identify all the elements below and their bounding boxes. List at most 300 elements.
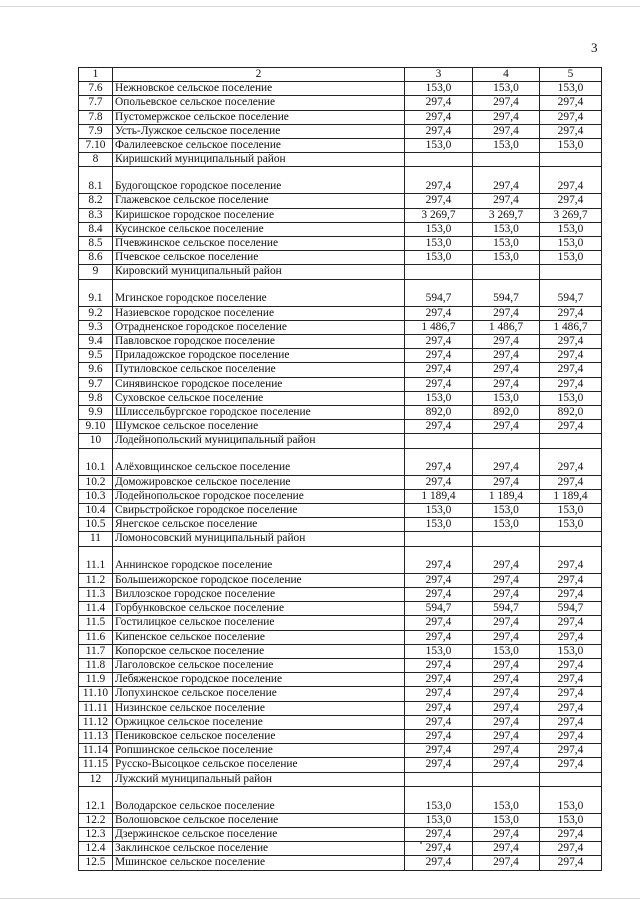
row-name: Заклинское сельское поселение [113, 842, 405, 856]
header-col-3: 3 [405, 68, 473, 82]
table-row [79, 687, 602, 701]
row-value-3: 153,0 [405, 251, 473, 265]
row-value-3: 297,4 [405, 715, 473, 729]
row-name: Приладожское городское поселение [113, 349, 405, 363]
row-value-3 [405, 434, 473, 448]
row-value-5: 594,7 [540, 602, 602, 616]
row-value-4: 297,4 [473, 842, 540, 856]
row-value-4: 297,4 [473, 758, 540, 772]
row-name: Усть-Лужское сельское поселение [113, 124, 405, 138]
row-number: 8 [79, 153, 113, 167]
row-value-5 [540, 434, 602, 448]
row-name: Отрадненское городское поселение [113, 320, 405, 334]
row-value-3: 892,0 [405, 406, 473, 420]
row-number: 9.9 [79, 406, 113, 420]
table-row [79, 616, 602, 630]
row-name: Пениковское сельское поселение [113, 729, 405, 743]
row-number: 8.4 [79, 222, 113, 236]
row-value-3: 297,4 [405, 167, 473, 194]
row-value-5: 297,4 [540, 630, 602, 644]
row-name: Волошовское сельское поселение [113, 813, 405, 827]
table-row [79, 587, 602, 601]
row-number: 11.9 [79, 673, 113, 687]
row-value-3: 297,4 [405, 306, 473, 320]
row-value-4: 297,4 [473, 715, 540, 729]
group-row [79, 532, 602, 546]
row-name: Киришское городское поселение [113, 208, 405, 222]
table-row [79, 758, 602, 772]
row-number: 8.1 [79, 167, 113, 194]
row-value-3: 297,4 [405, 701, 473, 715]
row-value-3: 594,7 [405, 602, 473, 616]
group-row [79, 265, 602, 279]
row-number: 7.9 [79, 124, 113, 138]
row-name: Ропшинское сельское поселение [113, 744, 405, 758]
row-value-5: 153,0 [540, 82, 602, 96]
row-value-4: 153,0 [473, 251, 540, 265]
row-value-3: 297,4 [405, 687, 473, 701]
table-row [79, 237, 602, 251]
row-value-3 [405, 153, 473, 167]
table-row [79, 279, 602, 306]
row-name: Лебяженское городское поселение [113, 673, 405, 687]
row-value-5: 153,0 [540, 786, 602, 813]
row-value-4: 297,4 [473, 194, 540, 208]
row-value-4: 297,4 [473, 729, 540, 743]
row-number: 12.2 [79, 813, 113, 827]
row-value-3: 297,4 [405, 335, 473, 349]
row-number: 10.2 [79, 475, 113, 489]
row-value-4: 153,0 [473, 644, 540, 658]
group-row [79, 153, 602, 167]
table-row [79, 630, 602, 644]
row-value-5: 297,4 [540, 110, 602, 124]
row-number: 7.10 [79, 139, 113, 153]
row-value-5: 297,4 [540, 701, 602, 715]
row-value-5: 297,4 [540, 124, 602, 138]
row-value-3 [405, 772, 473, 786]
row-value-3: 297,4 [405, 96, 473, 110]
row-name: Горбунковское сельское поселение [113, 602, 405, 616]
row-value-3: 297,4 [405, 729, 473, 743]
row-value-5: 297,4 [540, 546, 602, 573]
row-name: Аннинское городское поселение [113, 546, 405, 573]
table-row [79, 363, 602, 377]
row-value-4 [473, 153, 540, 167]
table-row [79, 96, 602, 110]
row-value-5: 892,0 [540, 406, 602, 420]
row-name: Шлиссельбургское городское поселение [113, 406, 405, 420]
row-number: 8.3 [79, 208, 113, 222]
row-value-4: 297,4 [473, 377, 540, 391]
row-value-3: 153,0 [405, 786, 473, 813]
row-name: Ломоносовский муниципальный район [113, 532, 405, 546]
row-value-3: 297,4 [405, 363, 473, 377]
table-row [79, 194, 602, 208]
row-value-4: 297,4 [473, 167, 540, 194]
row-value-5: 297,4 [540, 587, 602, 601]
row-value-5: 297,4 [540, 856, 602, 870]
row-value-5: 297,4 [540, 96, 602, 110]
table-row [79, 377, 602, 391]
row-value-4: 297,4 [473, 546, 540, 573]
table-row [79, 827, 602, 841]
row-value-3: 297,4 [405, 587, 473, 601]
row-value-5: 153,0 [540, 251, 602, 265]
row-value-3: 1 189,4 [405, 489, 473, 503]
row-name: Фалилеевское сельское поселение [113, 139, 405, 153]
table-row [79, 420, 602, 434]
row-value-5: 297,4 [540, 687, 602, 701]
row-name: Кусинское сельское поселение [113, 222, 405, 236]
row-value-4: 892,0 [473, 406, 540, 420]
row-value-3: 153,0 [405, 139, 473, 153]
row-value-5: 1 486,7 [540, 320, 602, 334]
row-number: 11.8 [79, 658, 113, 672]
bottom-edge-line [0, 898, 640, 899]
table-row [79, 602, 602, 616]
table-row [79, 124, 602, 138]
row-value-3 [405, 265, 473, 279]
row-value-3: 297,4 [405, 842, 473, 856]
row-value-5: 297,4 [540, 673, 602, 687]
row-number: 11.7 [79, 644, 113, 658]
row-name: Назиевское городское поселение [113, 306, 405, 320]
row-number: 11.4 [79, 602, 113, 616]
row-name: Лаголовское сельское поселение [113, 658, 405, 672]
row-name: Кировский муниципальный район [113, 265, 405, 279]
row-value-5: 1 189,4 [540, 489, 602, 503]
table-row [79, 489, 602, 503]
page-number: 3 [591, 40, 598, 55]
row-value-3: 3 269,7 [405, 208, 473, 222]
row-value-3: 297,4 [405, 349, 473, 363]
row-name: Свирьстройское городское поселение [113, 504, 405, 518]
row-name: Копорское сельское поселение [113, 644, 405, 658]
row-value-4: 297,4 [473, 658, 540, 672]
row-number: 12 [79, 772, 113, 786]
row-value-4: 297,4 [473, 306, 540, 320]
row-value-4: 297,4 [473, 701, 540, 715]
row-name: Мшинское сельское поселение [113, 856, 405, 870]
table-row [79, 729, 602, 743]
allocation-table [78, 67, 602, 871]
row-value-3: 297,4 [405, 744, 473, 758]
table-row [79, 222, 602, 236]
row-value-3: 153,0 [405, 813, 473, 827]
row-value-5: 153,0 [540, 504, 602, 518]
table-row [79, 475, 602, 489]
header-col-4: 4 [473, 68, 540, 82]
row-value-3: 153,0 [405, 391, 473, 405]
row-value-5: 153,0 [540, 139, 602, 153]
row-value-4: 297,4 [473, 616, 540, 630]
row-number: 11.12 [79, 715, 113, 729]
row-number: 9.8 [79, 391, 113, 405]
row-value-4: 297,4 [473, 335, 540, 349]
row-value-5: 153,0 [540, 813, 602, 827]
row-value-5: 297,4 [540, 194, 602, 208]
row-number: 11.3 [79, 587, 113, 601]
row-number: 9 [79, 265, 113, 279]
row-value-5: 297,4 [540, 349, 602, 363]
row-value-5 [540, 265, 602, 279]
row-name: Виллозское городское поселение [113, 587, 405, 601]
row-value-5: 297,4 [540, 658, 602, 672]
row-name: Глажевское сельское поселение [113, 194, 405, 208]
row-value-3: 297,4 [405, 448, 473, 475]
row-value-3: 297,4 [405, 124, 473, 138]
row-number: 11.11 [79, 701, 113, 715]
row-name: Будогощское городское поселение [113, 167, 405, 194]
table-row [79, 856, 602, 870]
row-value-4: 297,4 [473, 573, 540, 587]
row-value-3: 297,4 [405, 573, 473, 587]
group-row [79, 772, 602, 786]
table-row [79, 546, 602, 573]
row-value-3: 297,4 [405, 546, 473, 573]
row-value-3: 297,4 [405, 194, 473, 208]
row-name: Гостилицкое сельское поселение [113, 616, 405, 630]
row-value-5 [540, 772, 602, 786]
row-number: 9.3 [79, 320, 113, 334]
row-value-4 [473, 434, 540, 448]
row-value-5: 297,4 [540, 475, 602, 489]
row-name: Опольевское сельское поселение [113, 96, 405, 110]
row-value-5: 297,4 [540, 335, 602, 349]
row-value-3: 297,4 [405, 758, 473, 772]
row-name: Синявинское городское поселение [113, 377, 405, 391]
row-number: 8.6 [79, 251, 113, 265]
row-number: 8.5 [79, 237, 113, 251]
row-name: Лодейнопольский муниципальный район [113, 434, 405, 448]
table-row [79, 349, 602, 363]
table-row [79, 504, 602, 518]
table-row [79, 406, 602, 420]
row-number: 10 [79, 434, 113, 448]
row-value-3: 297,4 [405, 475, 473, 489]
row-value-3: 297,4 [405, 856, 473, 870]
row-value-4: 297,4 [473, 744, 540, 758]
row-value-4: 153,0 [473, 222, 540, 236]
row-number: 9.1 [79, 279, 113, 306]
row-value-5: 297,4 [540, 167, 602, 194]
row-name: Пчевское сельское поселение [113, 251, 405, 265]
row-value-4: 297,4 [473, 475, 540, 489]
row-value-4: 297,4 [473, 96, 540, 110]
table-row [79, 391, 602, 405]
row-name: Павловское городское поселение [113, 335, 405, 349]
row-value-5: 297,4 [540, 715, 602, 729]
row-name: Путиловское сельское поселение [113, 363, 405, 377]
row-value-5: 297,4 [540, 616, 602, 630]
row-number: 7.6 [79, 82, 113, 96]
row-value-5: 297,4 [540, 420, 602, 434]
row-number: 10.4 [79, 504, 113, 518]
row-number: 9.10 [79, 420, 113, 434]
row-value-5: 153,0 [540, 518, 602, 532]
row-value-4: 297,4 [473, 420, 540, 434]
row-name: Суховское сельское поселение [113, 391, 405, 405]
row-number: 11.10 [79, 687, 113, 701]
row-name: Лопухинское сельское поселение [113, 687, 405, 701]
row-name: Оржицкое сельское поселение [113, 715, 405, 729]
row-name: Русско-Высоцкое сельское поселение [113, 758, 405, 772]
table-row [79, 208, 602, 222]
row-value-3: 153,0 [405, 504, 473, 518]
row-value-5: 297,4 [540, 842, 602, 856]
row-number: 10.5 [79, 518, 113, 532]
row-value-4 [473, 532, 540, 546]
row-number: 11.6 [79, 630, 113, 644]
row-value-4: 297,4 [473, 687, 540, 701]
row-value-5: 3 269,7 [540, 208, 602, 222]
row-number: 7.7 [79, 96, 113, 110]
row-value-3: 153,0 [405, 644, 473, 658]
row-number: 11.5 [79, 616, 113, 630]
table-row [79, 744, 602, 758]
row-value-3: 297,4 [405, 377, 473, 391]
row-number: 9.5 [79, 349, 113, 363]
row-name: Володарское сельское поселение [113, 786, 405, 813]
row-value-4: 153,0 [473, 391, 540, 405]
row-name: Большеижорское городское поселение [113, 573, 405, 587]
table-row [79, 658, 602, 672]
table-header-row [79, 68, 602, 82]
row-number: 11.1 [79, 546, 113, 573]
row-value-3: 297,4 [405, 673, 473, 687]
row-number: 11.15 [79, 758, 113, 772]
scan-speck [420, 842, 422, 844]
row-value-5: 297,4 [540, 827, 602, 841]
row-value-4: 1 189,4 [473, 489, 540, 503]
header-col-1: 1 [79, 68, 113, 82]
table-row [79, 251, 602, 265]
row-number: 8.2 [79, 194, 113, 208]
row-name: Дзержинское сельское поселение [113, 827, 405, 841]
row-number: 9.7 [79, 377, 113, 391]
table-row [79, 573, 602, 587]
row-value-5: 297,4 [540, 744, 602, 758]
row-value-3: 153,0 [405, 237, 473, 251]
row-value-5: 297,4 [540, 306, 602, 320]
row-value-4: 153,0 [473, 813, 540, 827]
row-value-4: 297,4 [473, 349, 540, 363]
row-name: Нежновское сельское поселение [113, 82, 405, 96]
table-row [79, 110, 602, 124]
row-number: 11.2 [79, 573, 113, 587]
row-value-4: 153,0 [473, 518, 540, 532]
group-row [79, 434, 602, 448]
row-value-4: 153,0 [473, 786, 540, 813]
table-row [79, 715, 602, 729]
table-row [79, 813, 602, 827]
row-name: Пчевжинское сельское поселение [113, 237, 405, 251]
table-row [79, 644, 602, 658]
row-value-5: 297,4 [540, 729, 602, 743]
row-value-5 [540, 532, 602, 546]
row-value-4: 297,4 [473, 124, 540, 138]
row-name: Янегское сельское поселение [113, 518, 405, 532]
row-value-5: 297,4 [540, 363, 602, 377]
table-row [79, 842, 602, 856]
table-row [79, 786, 602, 813]
table-row [79, 320, 602, 334]
row-value-4: 1 486,7 [473, 320, 540, 334]
row-name: Алёховщинское сельское поселение [113, 448, 405, 475]
row-value-5: 153,0 [540, 644, 602, 658]
row-number: 11.13 [79, 729, 113, 743]
row-number: 10.3 [79, 489, 113, 503]
row-value-5: 297,4 [540, 448, 602, 475]
row-value-4: 297,4 [473, 827, 540, 841]
row-value-4: 297,4 [473, 110, 540, 124]
row-number: 7.8 [79, 110, 113, 124]
row-value-3: 153,0 [405, 222, 473, 236]
row-value-4: 153,0 [473, 504, 540, 518]
table-row [79, 701, 602, 715]
row-name: Мгинское городское поселение [113, 279, 405, 306]
row-value-5: 153,0 [540, 391, 602, 405]
row-value-4 [473, 772, 540, 786]
row-value-3: 153,0 [405, 82, 473, 96]
table-row [79, 167, 602, 194]
row-value-4: 153,0 [473, 82, 540, 96]
row-value-3: 297,4 [405, 658, 473, 672]
row-name: Лодейнопольское городское поселение [113, 489, 405, 503]
row-value-4: 3 269,7 [473, 208, 540, 222]
row-number: 12.1 [79, 786, 113, 813]
row-number: 12.3 [79, 827, 113, 841]
row-name: Доможировское сельское поселение [113, 475, 405, 489]
row-name: Лужский муниципальный район [113, 772, 405, 786]
row-value-4: 594,7 [473, 279, 540, 306]
row-name: Шумское сельское поселение [113, 420, 405, 434]
row-value-4: 297,4 [473, 587, 540, 601]
row-number: 9.4 [79, 335, 113, 349]
row-number: 11 [79, 532, 113, 546]
row-value-4 [473, 265, 540, 279]
table-row [79, 139, 602, 153]
row-value-5: 153,0 [540, 222, 602, 236]
row-value-4: 153,0 [473, 139, 540, 153]
header-col-5: 5 [540, 68, 602, 82]
row-value-3: 297,4 [405, 616, 473, 630]
row-value-5: 594,7 [540, 279, 602, 306]
row-value-3: 297,4 [405, 420, 473, 434]
header-col-2: 2 [113, 68, 405, 82]
row-value-3: 153,0 [405, 518, 473, 532]
top-edge-line [0, 6, 640, 7]
row-value-3: 297,4 [405, 827, 473, 841]
table-row [79, 518, 602, 532]
row-number: 9.2 [79, 306, 113, 320]
row-value-3: 1 486,7 [405, 320, 473, 334]
row-value-3 [405, 532, 473, 546]
row-number: 11.14 [79, 744, 113, 758]
row-value-5 [540, 153, 602, 167]
row-value-5: 153,0 [540, 237, 602, 251]
table-row [79, 673, 602, 687]
row-value-4: 297,4 [473, 673, 540, 687]
row-number: 12.4 [79, 842, 113, 856]
row-value-4: 594,7 [473, 602, 540, 616]
row-number: 9.6 [79, 363, 113, 377]
row-value-5: 297,4 [540, 573, 602, 587]
row-name: Кипенское сельское поселение [113, 630, 405, 644]
row-value-4: 297,4 [473, 363, 540, 377]
row-value-5: 297,4 [540, 377, 602, 391]
